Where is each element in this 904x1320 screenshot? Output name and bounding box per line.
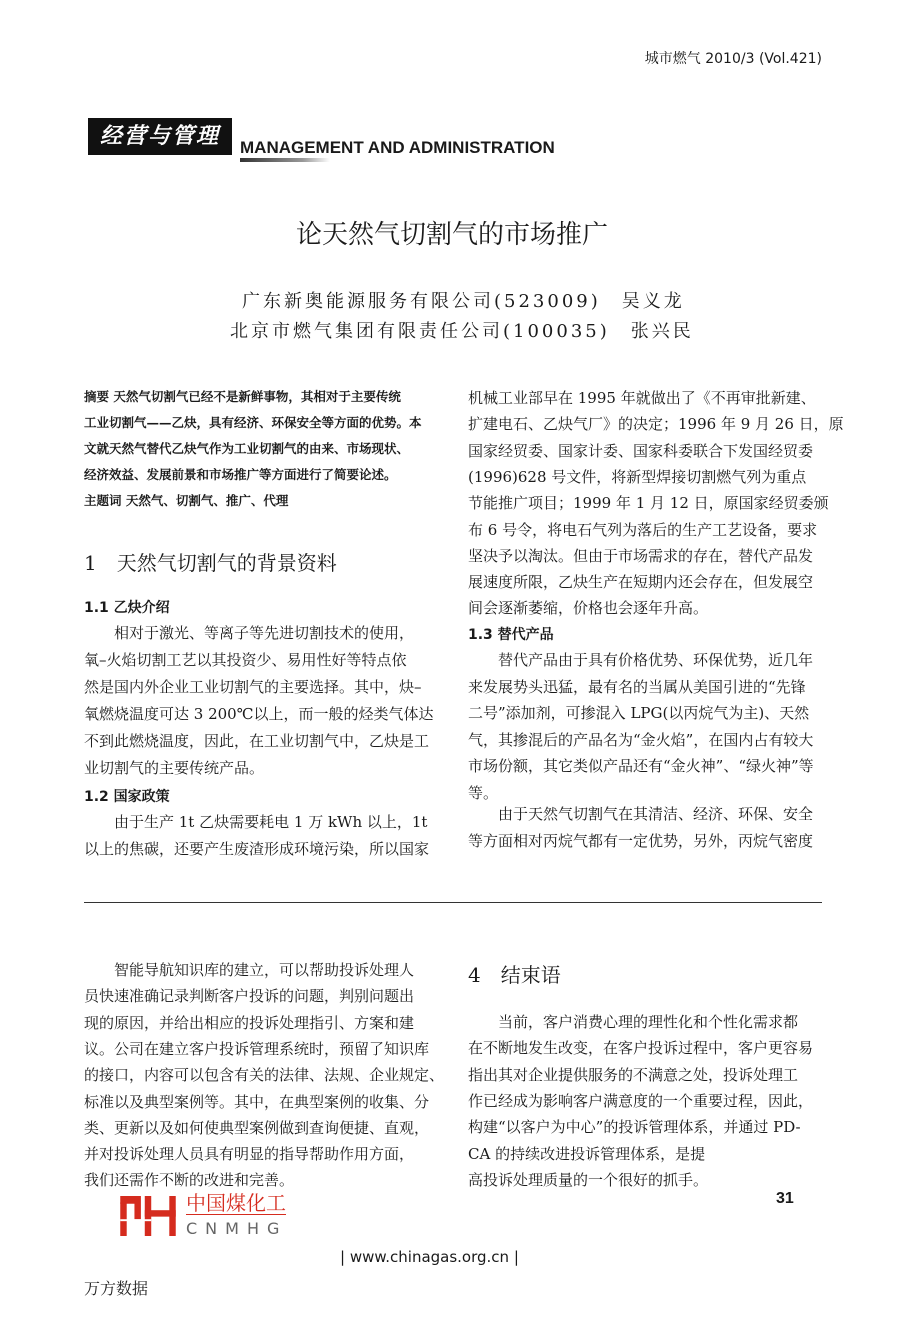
paragraph-line: 机械工业部早在 1995 年就做出了《不再审批新建、: [468, 389, 816, 407]
footer-url[interactable]: | www.chinagas.org.cn |: [340, 1248, 519, 1266]
paragraph-line: 以上的焦碳，还要产生废渣形成环境污染，所以国家: [84, 840, 430, 858]
paragraph-line: 作已经成为影响客户满意度的一个重要过程，因此，: [468, 1091, 814, 1110]
abstract-line: 摘要 天然气切割气已经不是新鲜事物，其相对于主要传统: [84, 389, 401, 404]
paragraph-line: 由于生产 1t 乙炔需要耗电 1 万 kWh 以上，1t: [84, 813, 428, 831]
author-line: 广东新奥能源服务有限公司(523009) 吴义龙: [242, 291, 685, 312]
paragraph-line: 高投诉处理质量的一个很好的抓手。: [468, 1170, 709, 1189]
abstract-line: 文就天然气替代乙炔气作为工业切割气的由来、市场现状、: [84, 441, 410, 456]
paragraph-line: 当前，客户消费心理的理性化和个性化需求都: [468, 1013, 799, 1031]
paragraph-line: 气，其掺混后的产品名为“金火焰”，在国内占有较大: [468, 730, 814, 749]
paragraph-line: 构建“以客户为中心”的投诉管理体系，并通过 PD-: [468, 1118, 801, 1137]
paragraph-line: 替代产品由于具有价格优势、环保优势，近几年: [468, 651, 814, 669]
subsection-heading: 1.1 乙炔介绍: [84, 600, 170, 616]
section-label-cn: 经营与管理: [88, 118, 232, 155]
paragraph-line: 市场份额，其它类似产品还有“金火神”、“绿火神”等: [468, 757, 814, 776]
paragraph-line: 在不断地发生改变，在客户投诉过程中，客户更容易: [468, 1039, 814, 1058]
paragraph-line: 氧–火焰切割工艺以其投资少、易用性好等特点依: [84, 651, 407, 669]
author-line: 北京市燃气集团有限责任公司(100035) 张兴民: [230, 321, 694, 342]
paragraph-line: 二号”添加剂，可掺混入 LPG(以丙烷气为主)、天然: [468, 704, 810, 723]
paragraph-line: 由于天然气切割气在其清洁、经济、环保、安全: [468, 805, 814, 823]
section-heading: 4 结束语: [468, 963, 561, 987]
scan-smudge: [240, 158, 330, 162]
paragraph-line: 间会逐渐萎缩，价格也会逐年升高。: [468, 599, 709, 618]
paragraph-line: 展速度所限，乙炔生产在短期内还会存在，但发展空: [468, 573, 814, 592]
paragraph-line: 节能推广项目；1999 年 1 月 12 日，原国家经贸委颁: [468, 494, 829, 513]
paragraph-line: 布 6 号令，将电石气列为落后的生产工艺设备，要求: [468, 520, 818, 539]
paragraph-line: 标准以及典型案例等。其中，在典型案例的收集、分: [84, 1092, 430, 1111]
paragraph-line: 员快速准确记录判断客户投诉的问题，判别问题出: [84, 987, 415, 1006]
paragraph-line: 坚决予以淘汰。但由于市场需求的存在，替代产品发: [468, 546, 814, 565]
page-number: 31: [776, 1190, 794, 1207]
paragraph-line: 国家经贸委、国家计委、国家科委联合下发国经贸委: [468, 441, 814, 460]
column-divider: [84, 902, 822, 903]
watermark-text-en: CNMHG: [186, 1219, 288, 1238]
paragraph-line: 我们还需作不断的改进和完善。: [84, 1171, 295, 1190]
paragraph-line: 并对投诉处理人员具有明显的指导帮助作用方面，: [84, 1145, 415, 1164]
keywords: 主题词 天然气、切割气、推广、代理: [84, 493, 289, 508]
paragraph-line: 智能导航知识库的建立，可以帮助投诉处理人: [84, 961, 415, 979]
paragraph-line: 等方面相对丙烷气都有一定优势，另外，丙烷气密度: [468, 831, 814, 850]
abstract-line: 经济效益、发展前景和市场推广等方面进行了简要论述。: [84, 467, 397, 482]
section-label-en: MANAGEMENT AND ADMINISTRATION: [240, 138, 555, 157]
paragraph-line: 类、更新以及如何使典型案例做到查询便捷、直观，: [84, 1118, 430, 1137]
paragraph-line: 业切割气的主要传统产品。: [84, 759, 265, 777]
section-heading: 1 天然气切割气的背景资料: [84, 551, 337, 575]
paragraph-line: 来发展势头迅猛，最有名的当属从美国引进的“先锋: [468, 677, 806, 696]
subsection-heading: 1.2 国家政策: [84, 789, 170, 805]
paragraph-line: 不到此燃烧温度，因此，在工业切割气中，乙炔是工: [84, 732, 430, 750]
journal-issue: 城市燃气 2010/3 (Vol.421): [644, 51, 822, 67]
paragraph-line: 等。: [468, 784, 499, 802]
source-label: 万方数据: [84, 1279, 149, 1298]
paragraph-line: 的接口，内容可以包含有关的法律、法规、企业规定、: [84, 1066, 445, 1085]
watermark-text-cn: 中国煤化工: [186, 1191, 286, 1215]
paragraph-line: CA 的持续改进投诉管理体系，是提: [468, 1144, 706, 1163]
article-title: 论天然气切割气的市场推广: [295, 220, 608, 250]
paragraph-line: 然是国内外企业工业切割气的主要选择。其中，炔–: [84, 678, 422, 696]
subsection-heading: 1.3 替代产品: [468, 627, 554, 643]
paragraph-line: 现的原因，并给出相应的投诉处理指引、方案和建: [84, 1013, 415, 1032]
paragraph-line: 指出其对企业提供服务的不满意之处，投诉处理工: [468, 1065, 799, 1084]
paragraph-line: (1996)628 号文件，将新型焊接切割燃气列为重点: [468, 467, 807, 486]
paragraph-line: 议。公司在建立客户投诉管理系统时，预留了知识库: [84, 1039, 430, 1058]
watermark-logo: [120, 1196, 176, 1236]
abstract-line: 工业切割气——乙炔，具有经济、环保安全等方面的优势。本: [84, 415, 422, 430]
paragraph-line: 氧燃烧温度可达 3 200℃以上，而一般的烃类气体达: [84, 705, 434, 723]
paragraph-line: 相对于激光、等离子等先进切割技术的使用，: [84, 624, 415, 642]
paragraph-line: 扩建电石、乙炔气厂》的决定；1996 年 9 月 26 日，原: [468, 415, 844, 434]
